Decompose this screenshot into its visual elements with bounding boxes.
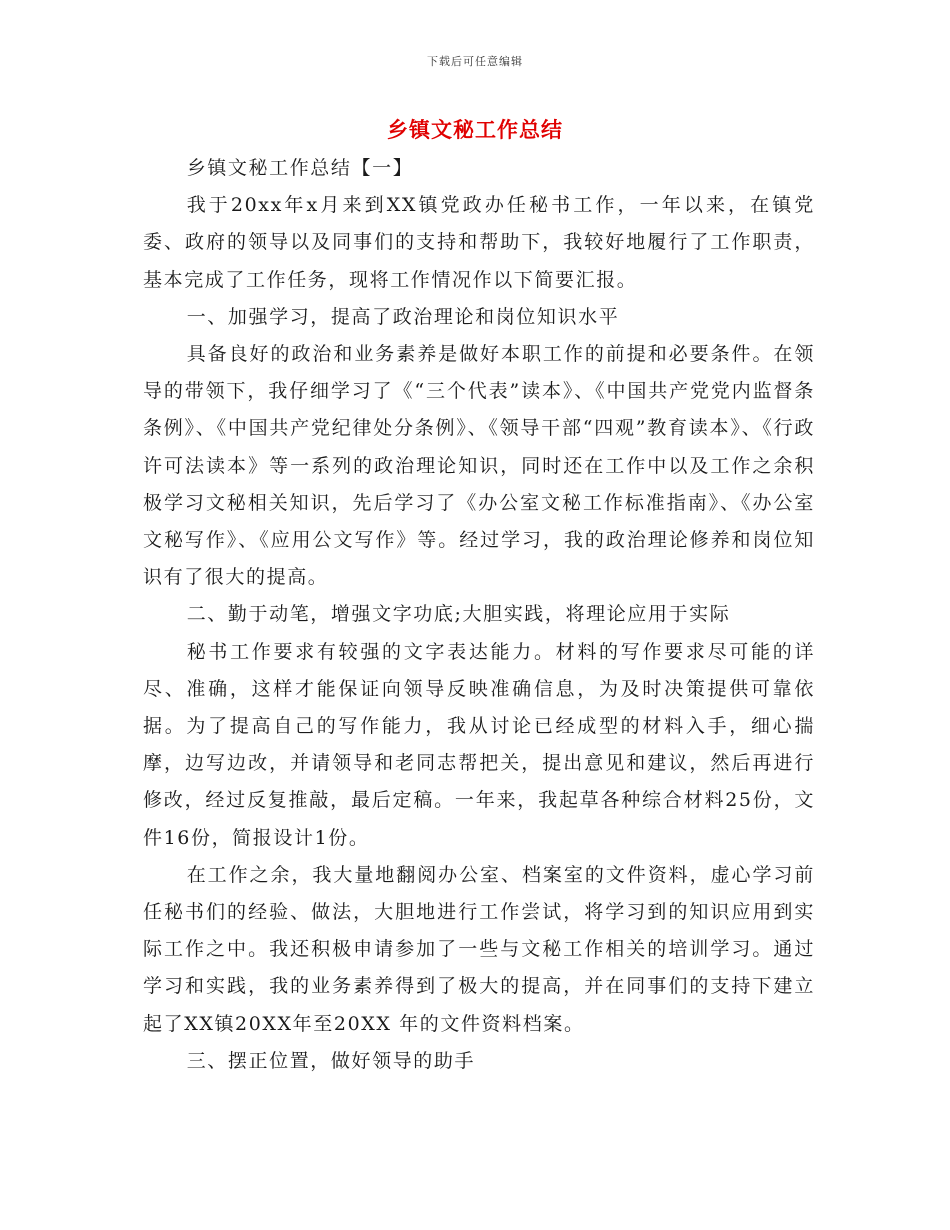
body-paragraph: 在工作之余，我大量地翻阅办公室、档案室的文件资料，虚心学习前任秘书们的经验、做法，大胆地进行工作尝试，将学习到的知识应用到实际工作之中。我还积极申请参加了一些与文秘工作相关的培训学习。通过学习和实践，我的业务素养得到了极大的提高，并在同事们的支持下建立起了XX镇20XX年至20XX 年的文件资料档案。: [143, 863, 815, 1035]
section-heading: 乡镇文秘工作总结【一】: [186, 157, 414, 179]
header-note: 下载后可任意编辑: [427, 55, 523, 68]
body-paragraph: 具备良好的政治和业务素养是做好本职工作的前提和必要条件。在领导的带领下，我仔细学习了《“三个代表”读本》、《中国共产党党内监督条条例》、《中国共产党纪律处分条例》、《领导干部“四观”教育读本》、《行政许可法读本》等一系列的政治理论知识，同时还在工作中以及工作之余积极学习文秘相关知识，先后学习了《办公室文秘工作标准指南》、《办公室文秘写作》、《应用公文写作》等。经过学习，我的政治理论修养和岗位知识有了很大的提高。: [143, 343, 815, 589]
document-body: [143, 150, 815, 1080]
body-paragraph: 我于20xx年x月来到XX镇党政办任秘书工作，一年以来，在镇党委、政府的领导以及同事们的支持和帮助下，我较好地履行了工作职责，基本完成了工作任务，现将工作情况作以下简要汇报。: [143, 194, 815, 291]
document-title: 乡镇文秘工作总结: [387, 117, 563, 142]
body-paragraph: 秘书工作要求有较强的文字表达能力。材料的写作要求尽可能的详尽、准确，这样才能保证向领导反映准确信息，为及时决策提供可靠依据。为了提高自己的写作能力，我从讨论已经成型的材料入手，细心揣摩，边写边改，并请领导和老同志帮把关，提出意见和建议，然后再进行修改，经过反复推敲，最后定稿。一年来，我起草各种综合材料25份，文件16份，简报设计1份。: [143, 640, 815, 849]
subsection-heading: 二、勤于动笔，增强文字功底;大胆实践，将理论应用于实际: [186, 603, 731, 626]
subsection-heading: 一、加强学习，提高了政治理论和岗位知识水平: [186, 305, 620, 328]
subsection-heading: 三、摆正位置，做好领导的助手: [186, 1049, 476, 1072]
